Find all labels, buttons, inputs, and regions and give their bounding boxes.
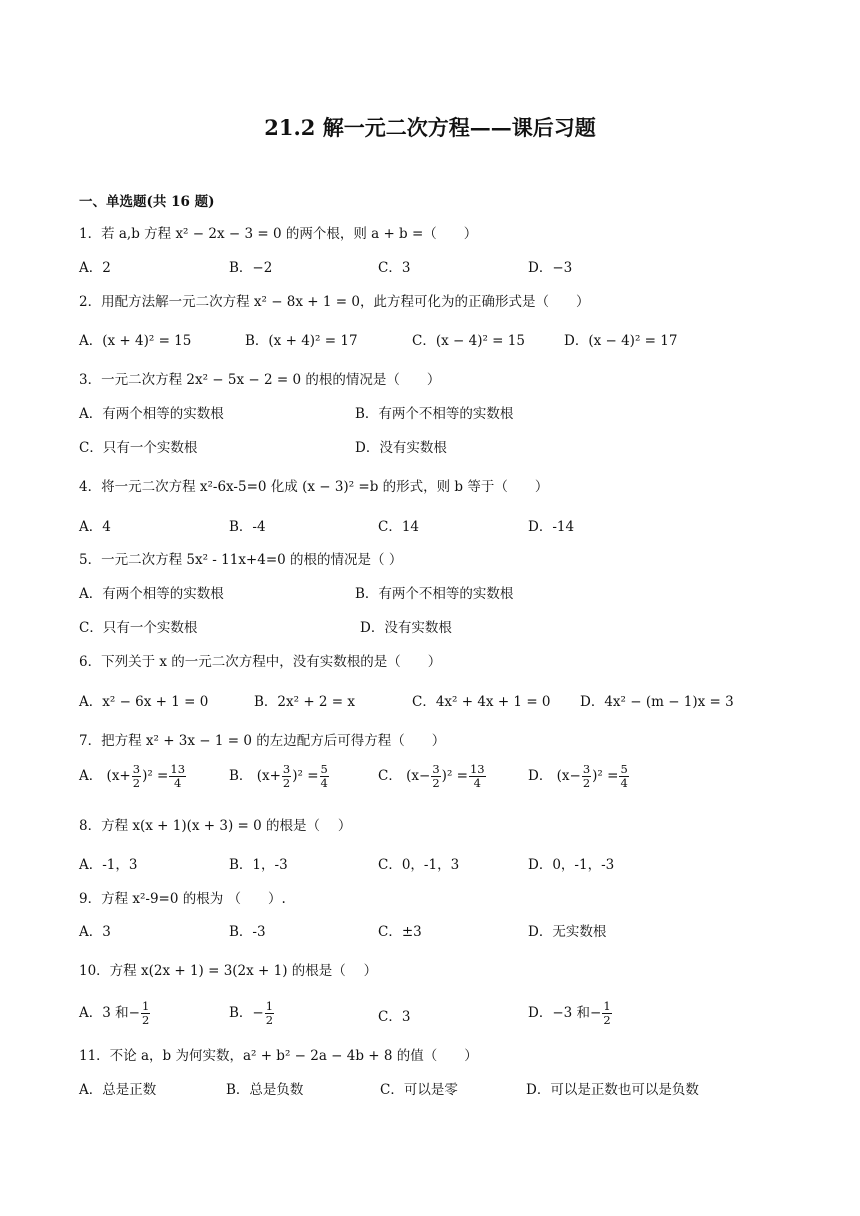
q7-option-b[interactable]: B． (x+ $\frac{3}{2}$ )² = $\frac{5}{4}$ [229, 762, 328, 790]
q10-option-b[interactable]: B．− $\frac{1}{2}$ [229, 999, 274, 1027]
fraction: $\frac{1}{2}$ [265, 999, 274, 1027]
question-3-stem: 3．一元二次方程 2x² − 5x − 2 = 0 的根的情况是（ ） [79, 372, 441, 388]
q5-option-d[interactable]: D．没有实数根 [360, 620, 452, 636]
q6-option-c[interactable]: C．4x² + 4x + 1 = 0 [412, 694, 551, 710]
q2-option-a[interactable]: A．(x + 4)² = 15 [79, 333, 192, 349]
q4-option-c[interactable]: C．14 [378, 519, 420, 535]
q11-option-d[interactable]: D．可以是正数也可以是负数 [526, 1082, 699, 1098]
q5-option-b[interactable]: B．有两个不相等的实数根 [355, 586, 514, 602]
q5-option-a[interactable]: A．有两个相等的实数根 [79, 586, 224, 602]
q8-option-b[interactable]: B．1，-3 [229, 857, 288, 873]
fraction: $\frac{13}{4}$ [469, 762, 485, 790]
q3-option-a[interactable]: A．有两个相等的实数根 [79, 406, 224, 422]
q8-option-d[interactable]: D．0，-1，-3 [528, 857, 615, 873]
fraction: $\frac{13}{4}$ [170, 762, 186, 790]
question-6-stem: 6．下列关于 x 的一元二次方程中，没有实数根的是（ ） [79, 654, 442, 670]
q7-option-a[interactable]: A． (x+ $\frac{3}{2}$ )² = $\frac{13}{4}$ [79, 762, 186, 790]
q9-option-b[interactable]: B．-3 [229, 924, 266, 940]
q11-option-b[interactable]: B．总是负数 [226, 1082, 304, 1098]
fraction: $\frac{3}{2}$ [432, 762, 440, 790]
fraction: $\frac{3}{2}$ [282, 762, 291, 790]
fraction: $\frac{3}{2}$ [132, 762, 141, 790]
q7-option-d[interactable]: D． (x− $\frac{3}{2}$ )² = $\frac{5}{4}$ [528, 762, 628, 790]
q6-option-a[interactable]: A．x² − 6x + 1 = 0 [79, 694, 209, 710]
q3-option-c[interactable]: C．只有一个实数根 [79, 440, 198, 456]
q1-option-c[interactable]: C．3 [378, 260, 411, 276]
q11-option-a[interactable]: A．总是正数 [79, 1082, 157, 1098]
question-11-stem: 11．不论 a，b 为何实数，a² + b² − 2a − 4b + 8 的值（ ） [79, 1048, 478, 1064]
q6-option-d[interactable]: D．4x² − (m − 1)x = 3 [580, 694, 734, 710]
fraction: $\frac{1}{2}$ [603, 999, 611, 1027]
q1-option-a[interactable]: A．2 [79, 260, 111, 276]
q1-option-d[interactable]: D．−3 [528, 260, 573, 276]
q1-option-b[interactable]: B．−2 [229, 260, 273, 276]
question-5-stem: 5．一元二次方程 5x² - 11x+4=0 的根的情况是（ ） [79, 552, 403, 568]
section-heading: 一、单选题(共 16 题) [79, 194, 215, 210]
q7-option-c[interactable]: C． (x− $\frac{3}{2}$ )² = $\frac{13}{4}$ [378, 762, 485, 790]
q4-option-a[interactable]: A．4 [79, 519, 111, 535]
q4-option-d[interactable]: D．-14 [528, 519, 575, 535]
question-10-stem: 10．方程 x(2x + 1) = 3(2x + 1) 的根是（ ） [79, 963, 378, 979]
q3-option-d[interactable]: D．没有实数根 [355, 440, 447, 456]
q2-option-c[interactable]: C．(x − 4)² = 15 [412, 333, 525, 349]
q8-option-c[interactable]: C．0，-1，3 [378, 857, 460, 873]
question-9-stem: 9．方程 x²-9=0 的根为 （ ）. [79, 891, 286, 907]
q3-option-b[interactable]: B．有两个不相等的实数根 [355, 406, 514, 422]
fraction: $\frac{1}{2}$ [141, 999, 150, 1027]
fraction: $\frac{5}{4}$ [620, 762, 628, 790]
q8-option-a[interactable]: A．-1，3 [79, 857, 138, 873]
q6-option-b[interactable]: B．2x² + 2 = x [254, 694, 356, 710]
q9-option-a[interactable]: A．3 [79, 924, 111, 940]
question-2-stem: 2．用配方法解一元二次方程 x² − 8x + 1 = 0，此方程可化为的正确形式是（ ） [79, 294, 590, 310]
q4-option-b[interactable]: B．-4 [229, 519, 266, 535]
fraction: $\frac{5}{4}$ [320, 762, 328, 790]
q11-option-c[interactable]: C．可以是零 [380, 1082, 458, 1098]
q2-option-b[interactable]: B．(x + 4)² = 17 [245, 333, 358, 349]
q10-option-c[interactable]: C．3 [378, 1009, 411, 1025]
q9-option-c[interactable]: C．±3 [378, 924, 422, 940]
q10-option-a[interactable]: A．3 和− $\frac{1}{2}$ [79, 999, 150, 1027]
page-title: 21.2 解一元二次方程——课后习题 [264, 115, 596, 140]
question-7-stem: 7．把方程 x² + 3x − 1 = 0 的左边配方后可得方程（ ） [79, 733, 446, 749]
fraction: $\frac{3}{2}$ [582, 762, 591, 790]
question-1-stem: 1．若 a,b 方程 x² − 2x − 3 = 0 的两个根，则 a + b =（ ） [79, 226, 478, 242]
q2-option-d[interactable]: D．(x − 4)² = 17 [564, 333, 678, 349]
question-8-stem: 8．方程 x(x + 1)(x + 3) = 0 的根是（ ） [79, 818, 352, 834]
question-4-stem: 4．将一元二次方程 x²-6x-5=0 化成 (x − 3)² =b 的形式，则 b 等于（ ） [79, 479, 549, 495]
q5-option-c[interactable]: C．只有一个实数根 [79, 620, 198, 636]
q10-option-d[interactable]: D．−3 和− $\frac{1}{2}$ [528, 999, 611, 1027]
q9-option-d[interactable]: D．无实数根 [528, 924, 607, 940]
